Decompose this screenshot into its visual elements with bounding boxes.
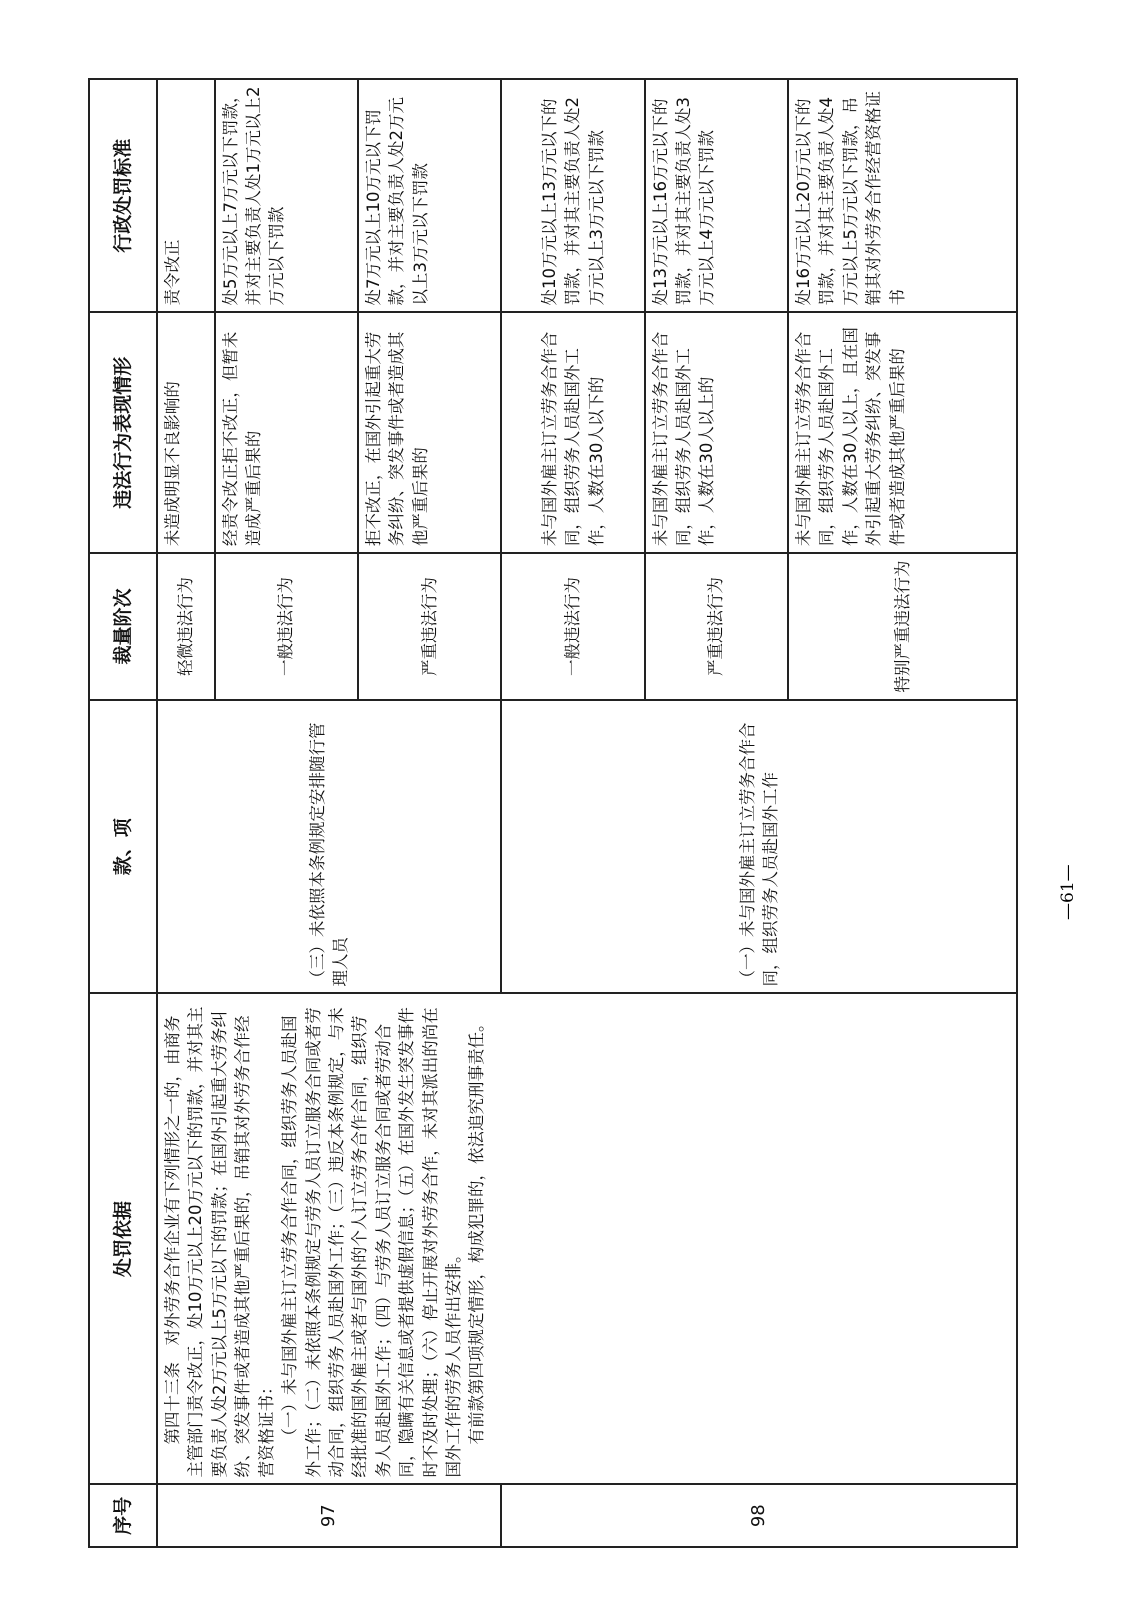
level-cell: 严重违法行为 xyxy=(645,553,788,700)
item-98: （一）未与国外雇主订立劳务合作合同，组织劳务人员赴国外工作 xyxy=(501,700,1017,994)
case-cell: 经责令改正拒不改正，但暂未造成严重后果的 xyxy=(215,312,358,553)
level-cell: 轻微违法行为 xyxy=(157,553,215,700)
standard-cell: 处16万元以上20万元以下的罚款，并对其主要负责人处4万元以上5万元以下罚款，吊销其对外劳务合作经营资格证书 xyxy=(788,79,1017,312)
level-cell: 特别严重违法行为 xyxy=(788,553,1017,700)
level-cell: 一般违法行为 xyxy=(215,553,358,700)
case-cell: 未与国外雇主订立劳务合作合同，组织劳务人员赴国外工作，人数在30人以上的 xyxy=(645,312,788,553)
header-case: 违法行为表现情形 xyxy=(89,312,157,553)
header-item: 款、项 xyxy=(89,700,157,994)
penalty-table xyxy=(88,78,1018,1548)
header-standard: 行政处罚标准 xyxy=(89,79,157,312)
case-cell: 未与国外雇主订立劳务合作合同，组织劳务人员赴国外工作，人数在30人以上，且在国外引起重大劳务纠纷、突发事件或者造成其他严重后果的 xyxy=(788,312,1017,553)
item-97: （三）未依照本条例规定安排随行管理人员 xyxy=(157,700,501,994)
header-seq: 序号 xyxy=(89,1484,157,1547)
rotated-table-canvas xyxy=(88,78,1018,1548)
standard-cell: 处13万元以上16万元以下的罚款，并对其主要负责人处3万元以上4万元以下罚款 xyxy=(645,79,788,312)
basis-paragraph: 有前款第四项规定情形，构成犯罪的，依法追究刑事责任。 xyxy=(467,1015,487,1445)
header-basis: 处罚依据 xyxy=(89,994,157,1485)
standard-cell: 处5万元以上7万元以下罚款，并对主要负责人处1万元以上2万元以下罚款 xyxy=(215,79,358,312)
basis-cell xyxy=(157,994,1017,1485)
standard-cell: 处7万元以上10万元以下罚款，并对主要负责人处2万元以上3万元以下罚款 xyxy=(358,79,501,312)
basis-paragraph: 第四十三条 对外劳务合作企业有下列情形之一的，由商务主管部门责令改正，处10万元以上20万元以下的罚款，并对其主要负责人处2万元以上5万元以下的罚款；在国外引起重大劳务纠纷、突发事件或者造成其他严重后果的，吊销其对外劳务合作经营资格证书： xyxy=(163,1006,276,1478)
seq-98: 98 xyxy=(501,1484,1017,1547)
seq-97: 97 xyxy=(157,1484,501,1547)
standard-cell: 处10万元以上13万元以下的罚款，并对其主要负责人处2万元以上3万元以下罚款 xyxy=(501,79,644,312)
header-level: 裁量阶次 xyxy=(89,553,157,700)
page-number: —61— xyxy=(1058,864,1078,920)
standard-cell: 责令改正 xyxy=(157,79,215,312)
header-row xyxy=(89,79,157,1547)
case-cell: 未与国外雇主订立劳务合作合同，组织劳务人员赴国外工作，人数在30人以下的 xyxy=(501,312,644,553)
level-cell: 严重违法行为 xyxy=(358,553,501,700)
table-row xyxy=(157,79,215,1547)
level-cell: 一般违法行为 xyxy=(501,553,644,700)
basis-paragraph: （一）未与国外雇主订立劳务合作合同，组织劳务人员赴国外工作；（二）未依照本条例规定与劳务人员订立服务合同或者劳动合同，组织劳务人员赴国外工作；（三）违反本条例规定，与未经批准的国外雇主或者与国外的个人订立劳务合作合同，组织劳务人员赴国外工作；（四）与劳务人员订立服务合同或者劳动合同，隐瞒有关信息或者提供虚假信息；（五）在国外发生突发事件时不及时处理；（六）停止开展对外劳务合作，未对其派出的尚在国外工作的劳务人员作出安排。 xyxy=(280,1007,464,1478)
case-cell: 未造成明显不良影响的 xyxy=(157,312,215,553)
case-cell: 拒不改正，在国外引起重大劳务纠纷、突发事件或者造成其他严重后果的 xyxy=(358,312,501,553)
